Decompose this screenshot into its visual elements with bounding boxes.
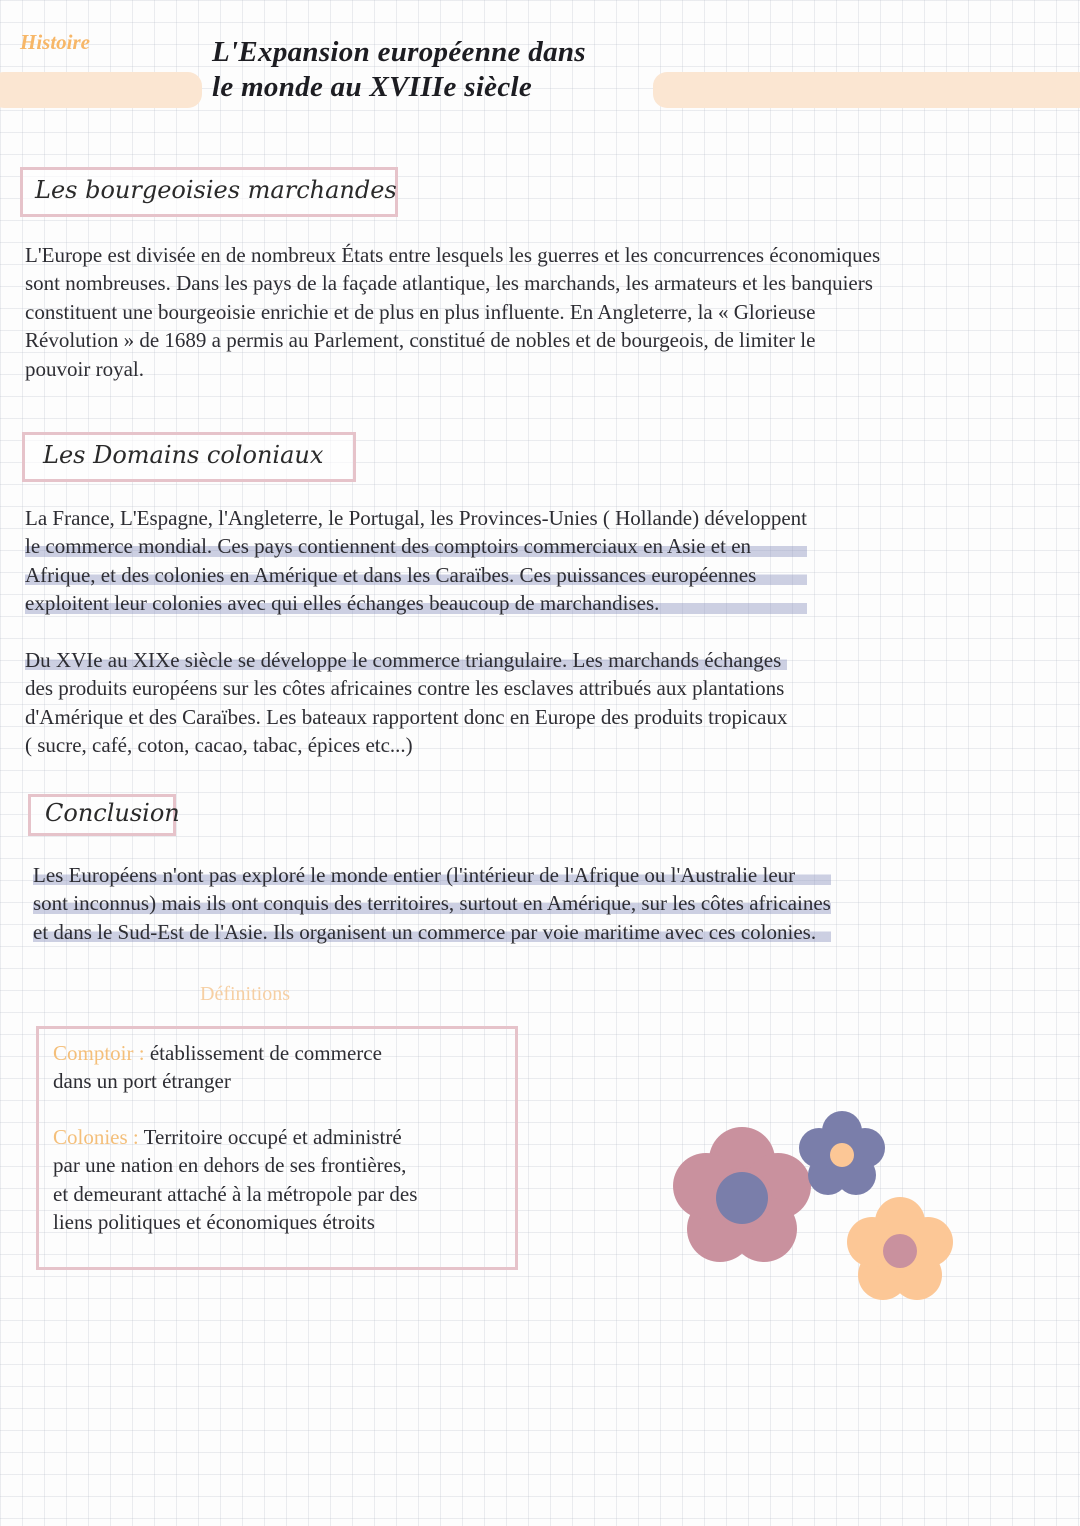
definition-line: liens politiques et économiques étroits — [53, 1210, 375, 1235]
text-line: pouvoir royal. — [25, 356, 144, 381]
definition-line: dans un port étranger — [53, 1069, 231, 1094]
text-line: L'Europe est divisée en de nombreux États entre lesquels les guerres et les concurrences économiques — [25, 243, 881, 267]
definition-line — [53, 1123, 417, 1151]
definition-comptoir — [53, 1039, 382, 1096]
definition-line: par une nation en dehors de ses frontières, — [53, 1153, 407, 1178]
header-band-right — [653, 72, 1080, 108]
highlighted-line: Afrique, et des colonies en Amérique et dans les Caraïbes. Ces puissances européennes — [25, 561, 807, 589]
definition-line: et demeurant attaché à la métropole par des — [53, 1181, 418, 1206]
page-title-line: L'Expansion européenne dans — [212, 36, 586, 68]
flower-blue-icon — [797, 1110, 887, 1200]
highlighted-line: Du XVIe au XIXe siècle se développe le commerce triangulaire. Les marchands échanges — [25, 646, 787, 674]
text-line: La France, L'Espagne, l'Angleterre, le Portugal, les Provinces-Unies ( Hollande) développent — [25, 506, 807, 530]
section-paragraph — [25, 241, 880, 383]
section-heading-box — [22, 432, 356, 482]
definition-term: Colonies : — [53, 1125, 139, 1149]
definitions-box — [36, 1026, 518, 1270]
text-line: ( sucre, café, coton, cacao, tabac, épices etc...) — [25, 733, 413, 758]
section-heading: Les Domains coloniaux — [43, 441, 324, 469]
section-heading: Conclusion — [45, 799, 180, 827]
section-heading-box — [28, 794, 180, 836]
section-heading: Les bourgeoisies marchandes — [35, 176, 397, 204]
text-line: constituent une bourgeoisie enrichie et de plus en plus influente. En Angleterre, la « Glorieuse — [25, 299, 816, 324]
highlighted-line: sont inconnus) mais ils ont conquis des territoires, surtout en Amérique, sur les côtes africaines — [33, 889, 831, 917]
text-line: sont nombreuses. Dans les pays de la façade atlantique, les marchands, les armateurs et les banquiers — [25, 271, 873, 296]
section-paragraph — [25, 646, 787, 760]
highlighted-line: et dans le Sud-Est de l'Asie. Ils organisent un commerce par voie maritime avec ces colonies. — [33, 918, 831, 946]
subject-label: Histoire — [20, 30, 91, 54]
section-heading-box — [20, 167, 398, 217]
flower-peach-icon — [845, 1196, 955, 1306]
text-line: Révolution » de 1689 a permis au Parlement, constitué de nobles et de bourgeois, de limiter le — [25, 328, 816, 353]
page-title — [212, 35, 586, 105]
highlighted-line: exploitent leur colonies avec qui elles échanges beaucoup de marchandises. — [25, 589, 807, 617]
section-paragraph — [25, 504, 807, 618]
definition-line — [53, 1039, 382, 1067]
definition-text: établissement de commerce — [144, 1041, 382, 1065]
text-line: d'Amérique et des Caraïbes. Les bateaux rapportent donc en Europe des produits tropicaux — [25, 704, 788, 729]
definition-colonies — [53, 1123, 417, 1237]
definitions-title: Définitions — [200, 983, 290, 1005]
definition-text: Territoire occupé et administré — [138, 1125, 402, 1149]
text-line: des produits européens sur les côtes africaines contre les esclaves attribués aux plantations — [25, 676, 785, 701]
page-title-line: le monde au XVIIIe siècle — [212, 71, 533, 103]
flower-pink-icon — [672, 1128, 812, 1268]
highlighted-line: Les Européens n'ont pas exploré le monde entier (l'intérieur de l'Afrique ou l'Australie leur — [33, 861, 831, 889]
section-paragraph — [33, 861, 831, 946]
header-band-left — [0, 72, 202, 108]
highlighted-line: le commerce mondial. Ces pays contiennent des comptoirs commerciaux en Asie et en — [25, 532, 807, 560]
definition-term: Comptoir : — [53, 1041, 145, 1065]
